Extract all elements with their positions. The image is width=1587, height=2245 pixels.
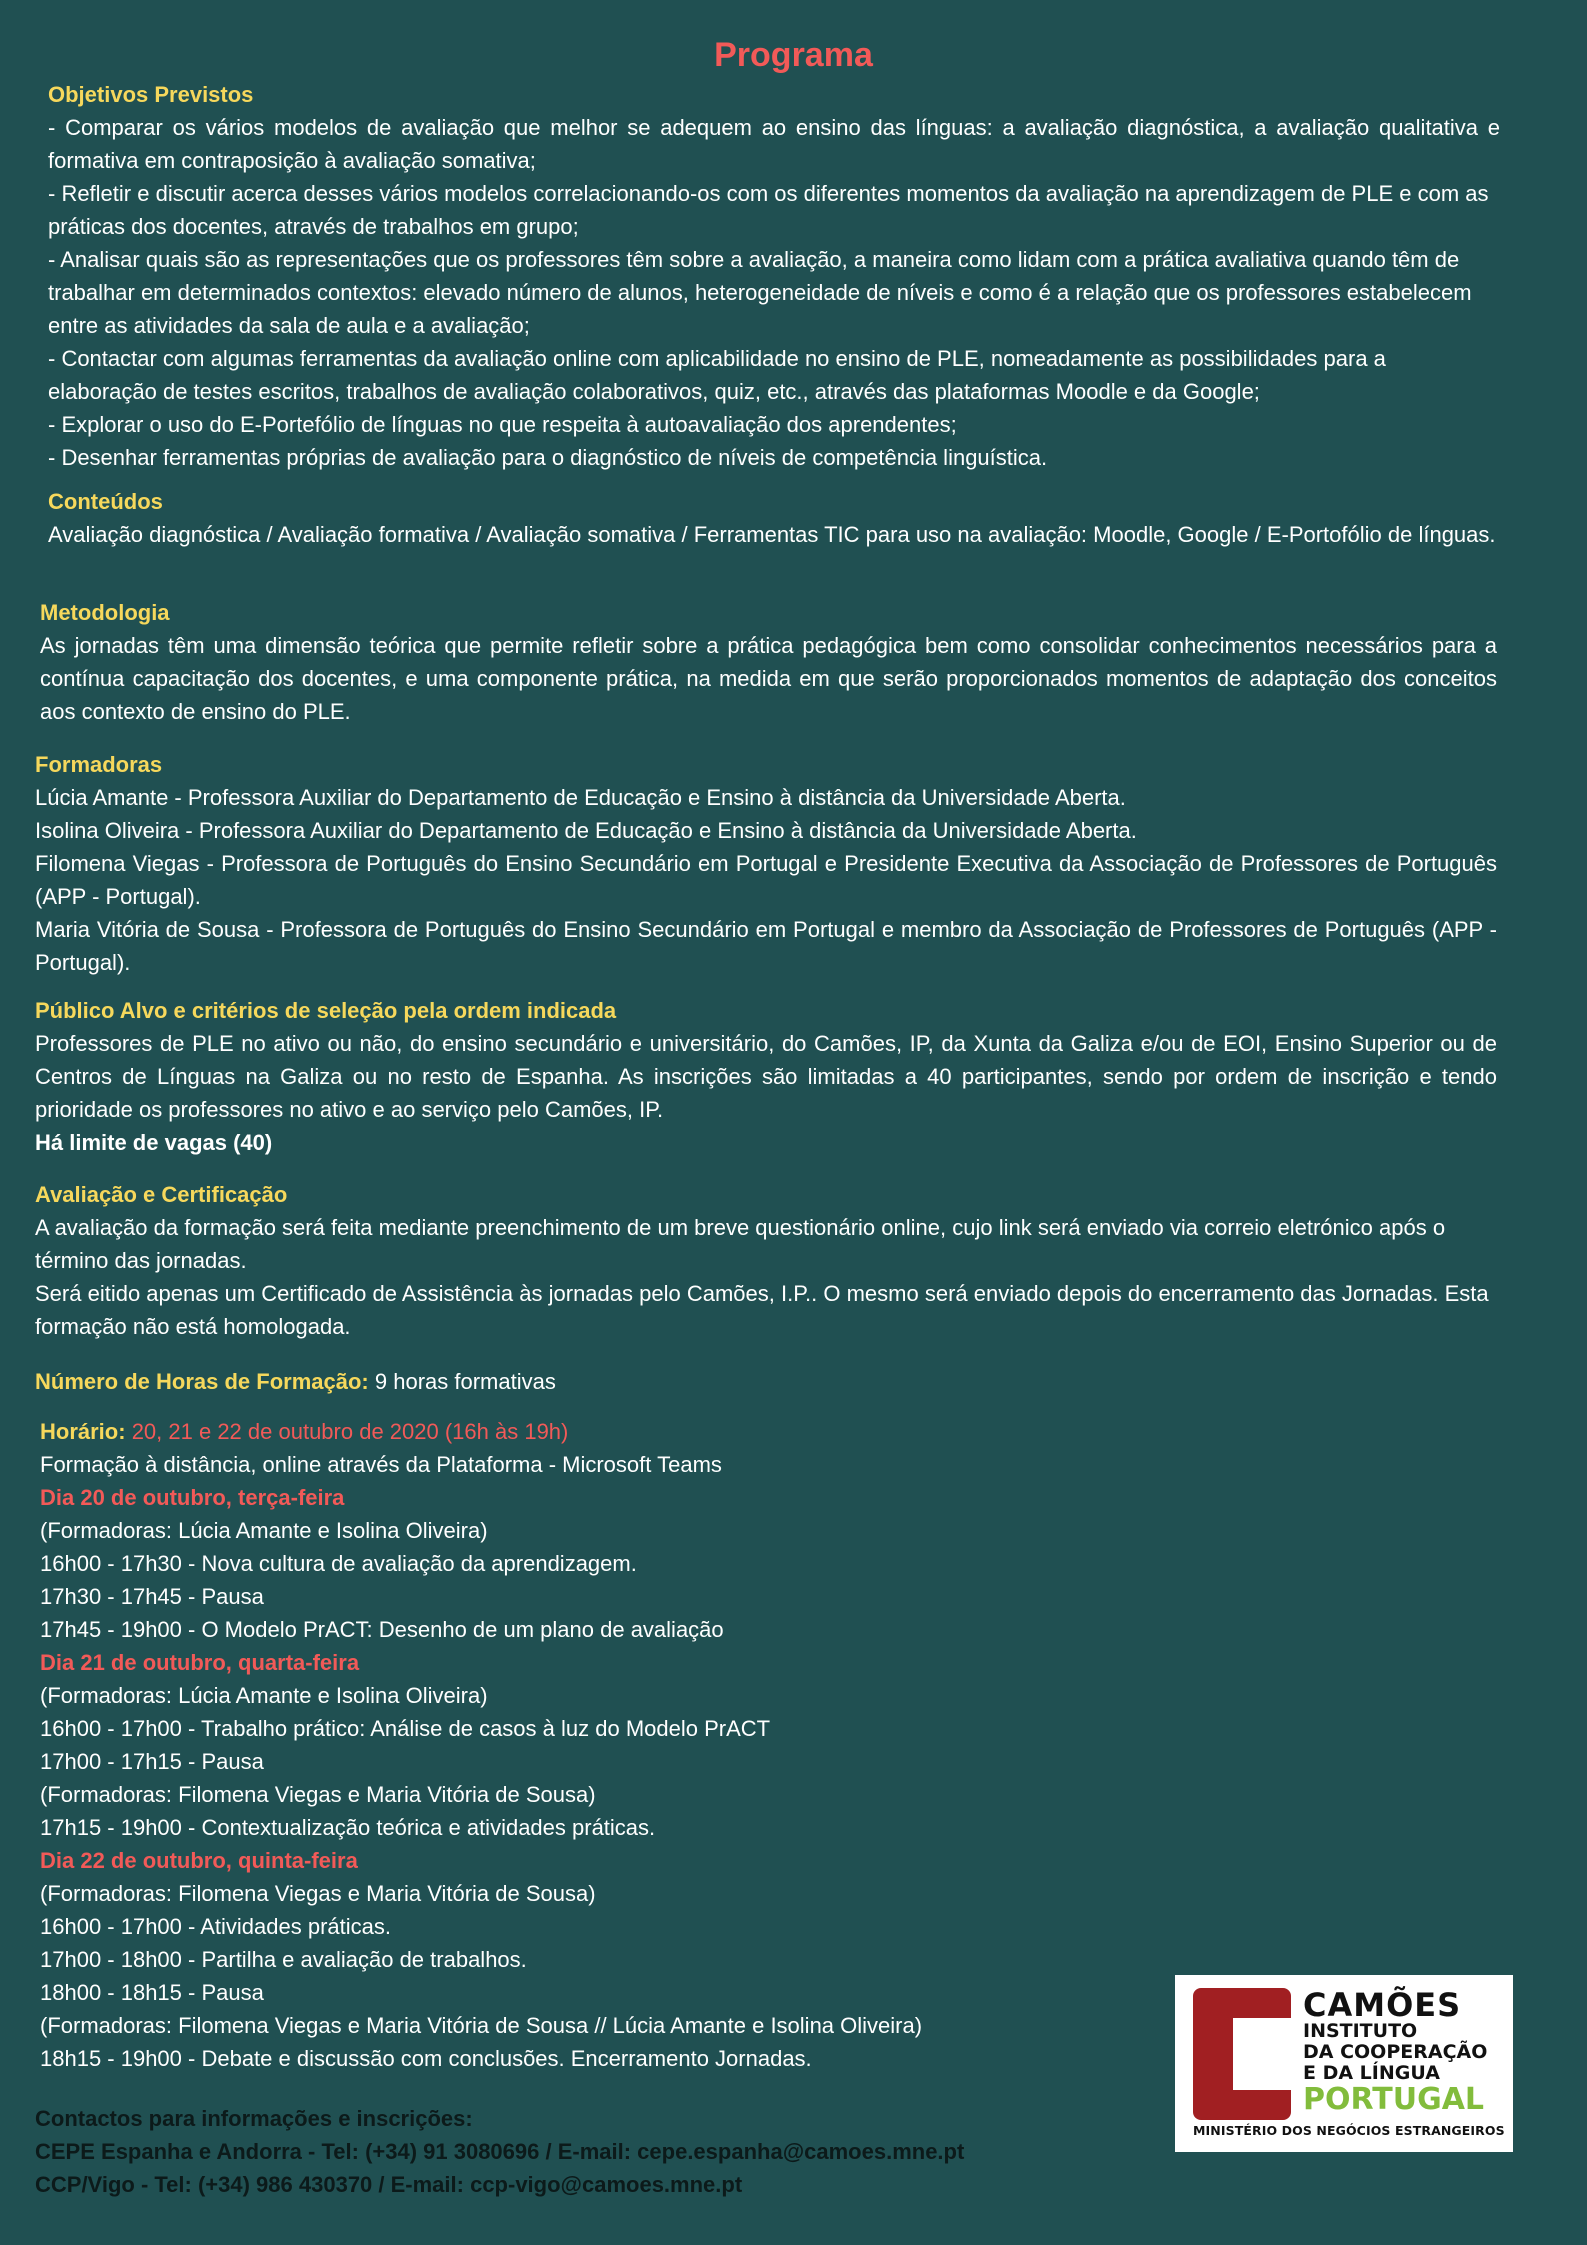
formadora-item: Isolina Oliveira - Professora Auxiliar do Departamento de Educação e Ensino à distância da Universidade Aberta.	[35, 818, 1137, 843]
conteudos-heading: Conteúdos	[48, 489, 163, 514]
schedule-line: 18h15 - 19h00 - Debate e discussão com conclusões. Encerramento Jornadas.	[40, 2046, 812, 2071]
objetivo-item: - Desenhar ferramentas próprias de avaliação para o diagnóstico de níveis de competência linguística.	[48, 445, 1048, 470]
formadoras-heading: Formadoras	[35, 752, 163, 777]
avaliacao-text: A avaliação da formação será feita mediante preenchimento de um breve questionário online, cujo link será enviado via correio eletrónico após o término das jornadas.	[35, 1215, 1446, 1273]
logo-text-camoes: CAMÕES	[1303, 1986, 1462, 2024]
day-title: Dia 20 de outubro, terça-feira	[40, 1485, 345, 1510]
schedule-line: 18h00 - 18h15 - Pausa	[40, 1980, 264, 2005]
schedule-line: 16h00 - 17h00 - Atividades práticas.	[40, 1914, 392, 1939]
schedule-line: 17h00 - 18h00 - Partilha e avaliação de trabalhos.	[40, 1947, 527, 1972]
objetivo-item: - Comparar os vários modelos de avaliação que melhor se adequem ao ensino das línguas: a avaliação diagnóstica, a avaliação qualitativa e formativa em contraposição à avaliação somativa;	[48, 115, 1500, 173]
horario-label: Horário:	[40, 1419, 126, 1444]
formadora-item: Maria Vitória de Sousa - Professora de Português do Ensino Secundário em Portugal e membro da Associação de Professores de Português (APP - Portugal).	[35, 917, 1497, 975]
certificacao-text: Será eitido apenas um Certificado de Assistência às jornadas pelo Camões, I.P.. O mesmo será enviado depois do encerramento das Jornadas. Esta formação não está homologada.	[35, 1281, 1489, 1339]
metodologia-text: As jornadas têm uma dimensão teórica que permite refletir sobre a prática pedagógica bem como consolidar conhecimentos necessários para a contínua capacitação dos docentes, e uma componente prática, na medida em que serão proporcionados momentos de adaptação dos conceitos aos contexto de ensino do PLE.	[40, 633, 1497, 724]
schedule-line: (Formadoras: Filomena Viegas e Maria Vitória de Sousa)	[40, 1782, 596, 1807]
horario-dates: 20, 21 e 22 de outubro de 2020 (16h às 19h)	[131, 1419, 569, 1444]
camoes-c-mark-icon	[1193, 1988, 1291, 2120]
objetivos-section	[48, 78, 1500, 474]
logo-text-cooperacao: DA COOPERAÇÃO	[1303, 2041, 1488, 2063]
logo-text-lingua: E DA LÍNGUA	[1303, 2062, 1440, 2084]
vagas-limit: Há limite de vagas (40)	[35, 1130, 273, 1155]
contact-cepe: CEPE Espanha e Andorra - Tel: (+34) 91 3080696 / E-mail: cepe.espanha@camoes.mne.pt	[35, 2139, 965, 2164]
horas-section	[35, 1365, 1497, 1398]
horario-section	[40, 1415, 1140, 2075]
metodologia-section	[40, 596, 1497, 728]
objetivo-item: - Contactar com algumas ferramentas da avaliação online com aplicabilidade no ensino de PLE, nomeadamente as possibilidades para a elaboração de testes escritos, trabalhos de avaliação colaborativos, quiz, etc., através das plataformas Moodle e da Google;	[48, 346, 1386, 404]
avaliacao-heading: Avaliação e Certificação	[35, 1182, 288, 1207]
schedule-line: (Formadoras: Filomena Viegas e Maria Vitória de Sousa // Lúcia Amante e Isolina Oliveira)	[40, 2013, 923, 2038]
schedule-line: (Formadoras: Filomena Viegas e Maria Vitória de Sousa)	[40, 1881, 596, 1906]
conteudos-text: Avaliação diagnóstica / Avaliação formativa / Avaliação somativa / Ferramentas TIC para uso na avaliação: Moodle, Google / E-Portofólio de línguas.	[48, 522, 1496, 547]
logo-text-portugal: PORTUGAL	[1303, 2082, 1485, 2117]
day-title: Dia 21 de outubro, quarta-feira	[40, 1650, 360, 1675]
objetivo-item: - Explorar o uso do E-Portefólio de línguas no que respeita à autoavaliação dos aprendentes;	[48, 412, 957, 437]
horas-label: Número de Horas de Formação:	[35, 1369, 369, 1394]
schedule-line: 17h45 - 19h00 - O Modelo PrACT: Desenho de um plano de avaliação	[40, 1617, 724, 1642]
publico-text: Professores de PLE no ativo ou não, do ensino secundário e universitário, do Camões, IP, da Xunta da Galiza e/ou de EOI, Ensino Superior ou de Centros de Línguas na Galiza ou no resto de Espanha. As inscrições são limitadas a 40 participantes, sendo por ordem de inscrição e tendo prioridade os professores no ativo e ao serviço pelo Camões, IP.	[35, 1031, 1497, 1122]
schedule-line: 16h00 - 17h30 - Nova cultura de avaliação da aprendizagem.	[40, 1551, 637, 1576]
formadora-item: Lúcia Amante - Professora Auxiliar do Departamento de Educação e Ensino à distância da Universidade Aberta.	[35, 785, 1126, 810]
metodologia-heading: Metodologia	[40, 600, 170, 625]
publico-section	[35, 994, 1497, 1159]
horario-mode: Formação à distância, online através da Plataforma - Microsoft Teams	[40, 1452, 722, 1477]
contact-ccp-vigo: CCP/Vigo - Tel: (+34) 986 430370 / E-mail: ccp-vigo@camoes.mne.pt	[35, 2172, 743, 2197]
logo-text-instituto: INSTITUTO	[1303, 2020, 1418, 2042]
schedule-line: 17h30 - 17h45 - Pausa	[40, 1584, 264, 1609]
contactos-heading: Contactos para informações e inscrições:	[35, 2106, 473, 2131]
formadoras-section	[35, 748, 1497, 979]
schedule-line: 17h15 - 19h00 - Contextualização teórica e atividades práticas.	[40, 1815, 656, 1840]
schedule-line: (Formadoras: Lúcia Amante e Isolina Oliveira)	[40, 1518, 488, 1543]
schedule-line: 16h00 - 17h00 - Trabalho prático: Análise de casos à luz do Modelo PrACT	[40, 1716, 771, 1741]
page-title: Programa	[714, 36, 873, 74]
schedule-line: 17h00 - 17h15 - Pausa	[40, 1749, 264, 1774]
logo-text-ministerio: MINISTÉRIO DOS NEGÓCIOS ESTRANGEIROS	[1193, 2123, 1505, 2138]
objetivos-heading: Objetivos Previstos	[48, 82, 254, 107]
publico-heading: Público Alvo e critérios de seleção pela ordem indicada	[35, 998, 617, 1023]
contactos-section	[35, 2102, 1135, 2201]
avaliacao-section	[35, 1178, 1497, 1343]
objetivo-item: - Refletir e discutir acerca desses vários modelos correlacionando-os com os diferentes momentos da avaliação na aprendizagem de PLE e com as práticas dos docentes, através de trabalhos em grupo;	[48, 181, 1489, 239]
horas-value: 9 horas formativas	[374, 1369, 556, 1394]
conteudos-section	[48, 485, 1508, 551]
objetivo-item: - Analisar quais são as representações que os professores têm sobre a avaliação, a maneira como lidam com a prática avaliativa quando têm de trabalhar em determinados contextos: elevado número de alunos, heterogeneidade de níveis e como é a relação que os professores estabelecem entre as atividades da sala de aula e a avaliação;	[48, 247, 1472, 338]
camoes-logo	[1175, 1975, 1513, 2152]
day-title: Dia 22 de outubro, quinta-feira	[40, 1848, 358, 1873]
formadora-item: Filomena Viegas - Professora de Português do Ensino Secundário em Portugal e Presidente Executiva da Associação de Professores de Português (APP - Portugal).	[35, 851, 1497, 909]
schedule-line: (Formadoras: Lúcia Amante e Isolina Oliveira)	[40, 1683, 488, 1708]
